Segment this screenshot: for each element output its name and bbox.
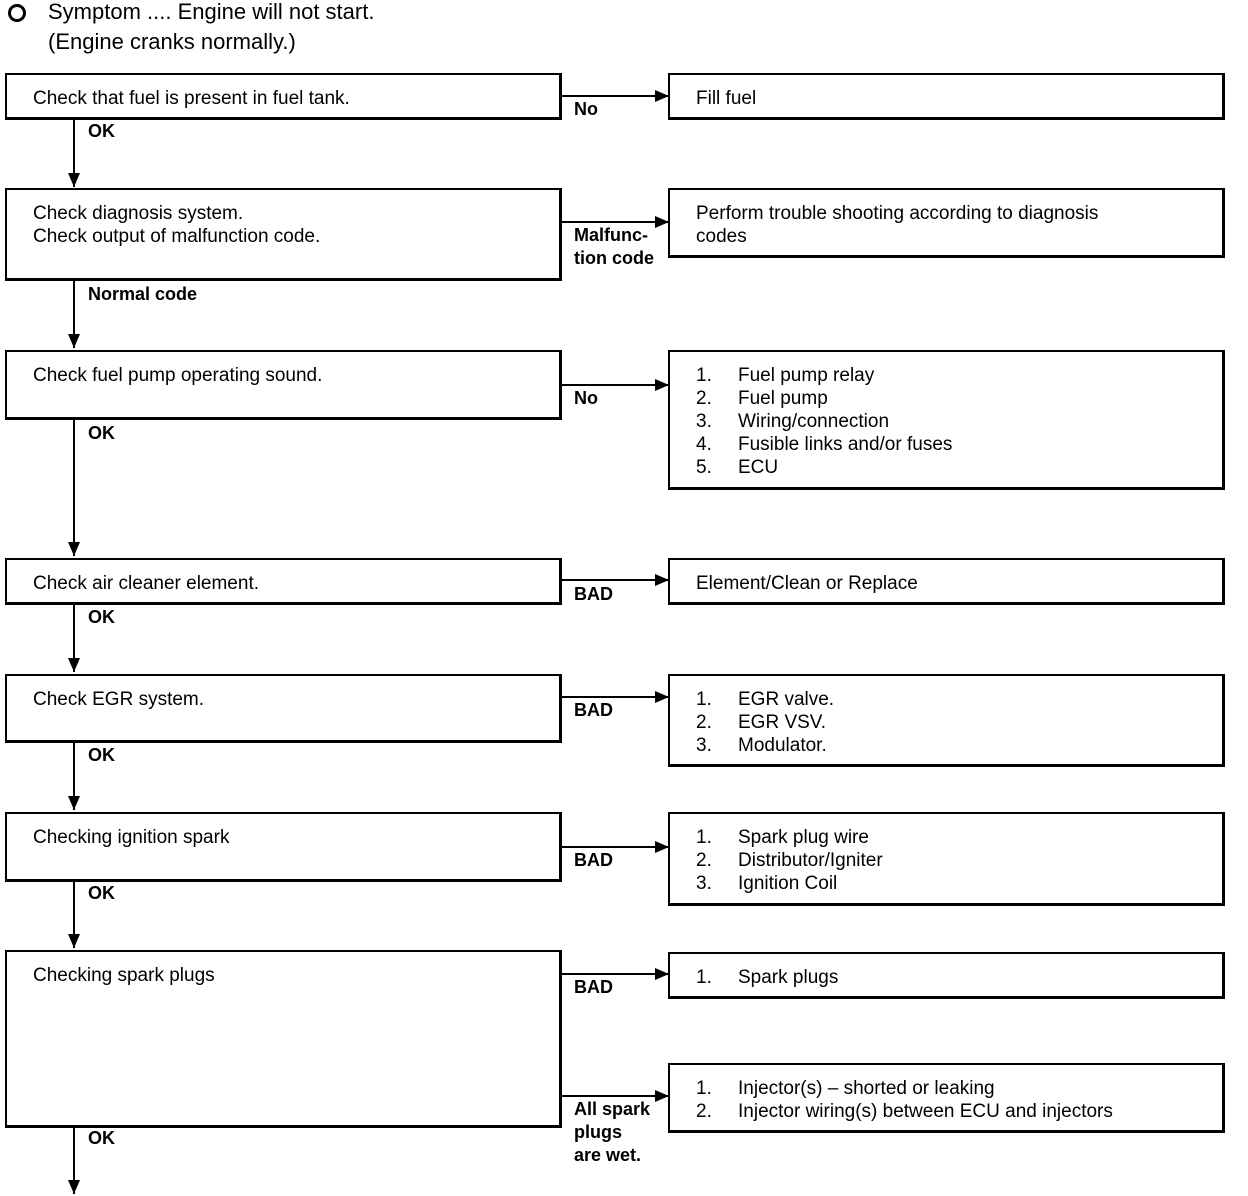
branch-label: tion code <box>574 248 654 268</box>
step-box-fuel-tank <box>5 73 562 120</box>
list-item: 1. Injector(s) – shorted or leaking <box>696 1078 995 1099</box>
list-item: 2. Fuel pump <box>696 388 828 409</box>
ok-label: OK <box>88 883 115 903</box>
step-text: Check that fuel is present in fuel tank. <box>33 88 350 109</box>
branch-label: BAD <box>574 584 613 604</box>
symptom-subtitle: (Engine cranks normally.) <box>48 29 296 54</box>
result-box-fill-fuel <box>668 73 1225 120</box>
list-item: 3. Wiring/connection <box>696 411 890 432</box>
list-item: 1. Fuel pump relay <box>696 365 875 386</box>
branch-label: Malfunc- <box>574 225 648 245</box>
result-box-spark-plugs <box>668 952 1225 999</box>
ok-label: OK <box>88 121 115 141</box>
list-item: 2. Injector wiring(s) between ECU and injectors <box>696 1101 1113 1122</box>
step-box-egr <box>5 674 562 743</box>
list-item: 1. Spark plugs <box>696 967 839 988</box>
branch-label: plugs <box>574 1122 622 1142</box>
result-text: Fill fuel <box>696 88 757 109</box>
list-item: 3. Ignition Coil <box>696 873 838 894</box>
step-text: Checking ignition spark <box>33 827 230 848</box>
list-item: 5. ECU <box>696 457 779 478</box>
step-box-ignition-spark <box>5 812 562 882</box>
ok-label: OK <box>88 607 115 627</box>
step-text: Check fuel pump operating sound. <box>33 365 323 386</box>
ok-label: OK <box>88 745 115 765</box>
branch-label: BAD <box>574 850 613 870</box>
branch-label: are wet. <box>574 1145 642 1165</box>
list-item: 1. EGR valve. <box>696 689 835 710</box>
step-box-air-cleaner <box>5 558 562 605</box>
result-box-element <box>668 558 1225 605</box>
step-text: Check air cleaner element. <box>33 573 259 594</box>
step-box-spark-plugs <box>5 950 562 1128</box>
ok-label: Normal code <box>88 284 198 304</box>
branch-label: All spark <box>574 1099 651 1119</box>
step-box-fuel-pump <box>5 350 562 420</box>
ok-label: OK <box>88 1128 115 1148</box>
list-item: 1. Spark plug wire <box>696 827 869 848</box>
branch-label: No <box>574 99 598 119</box>
result-text: Perform trouble shooting according to diagnosis <box>696 203 1099 224</box>
step-text: Check diagnosis system. <box>33 203 244 224</box>
step-text: Checking spark plugs <box>33 965 215 986</box>
branch-label: No <box>574 388 598 408</box>
step-text: Check EGR system. <box>33 689 205 710</box>
list-item: 4. Fusible links and/or fuses <box>696 434 953 455</box>
result-box-diagnosis-codes <box>668 188 1225 258</box>
result-box-ignition-causes <box>668 812 1225 906</box>
branch-label: BAD <box>574 977 613 997</box>
symptom-title: Symptom .... Engine will not start. <box>48 0 375 24</box>
list-item: 3. Modulator. <box>696 735 827 756</box>
step-text: Check output of malfunction code. <box>33 226 321 247</box>
result-box-egr-causes <box>668 674 1225 767</box>
result-box-injectors <box>668 1063 1225 1133</box>
result-box-fuel-pump-causes <box>668 350 1225 490</box>
ok-label: OK <box>88 423 115 443</box>
list-item: 2. Distributor/Igniter <box>696 850 883 871</box>
list-item: 2. EGR VSV. <box>696 712 827 733</box>
step-box-diagnosis <box>5 188 562 281</box>
result-text: codes <box>696 226 747 247</box>
branch-label: BAD <box>574 700 613 720</box>
result-text: Element/Clean or Replace <box>696 573 918 594</box>
